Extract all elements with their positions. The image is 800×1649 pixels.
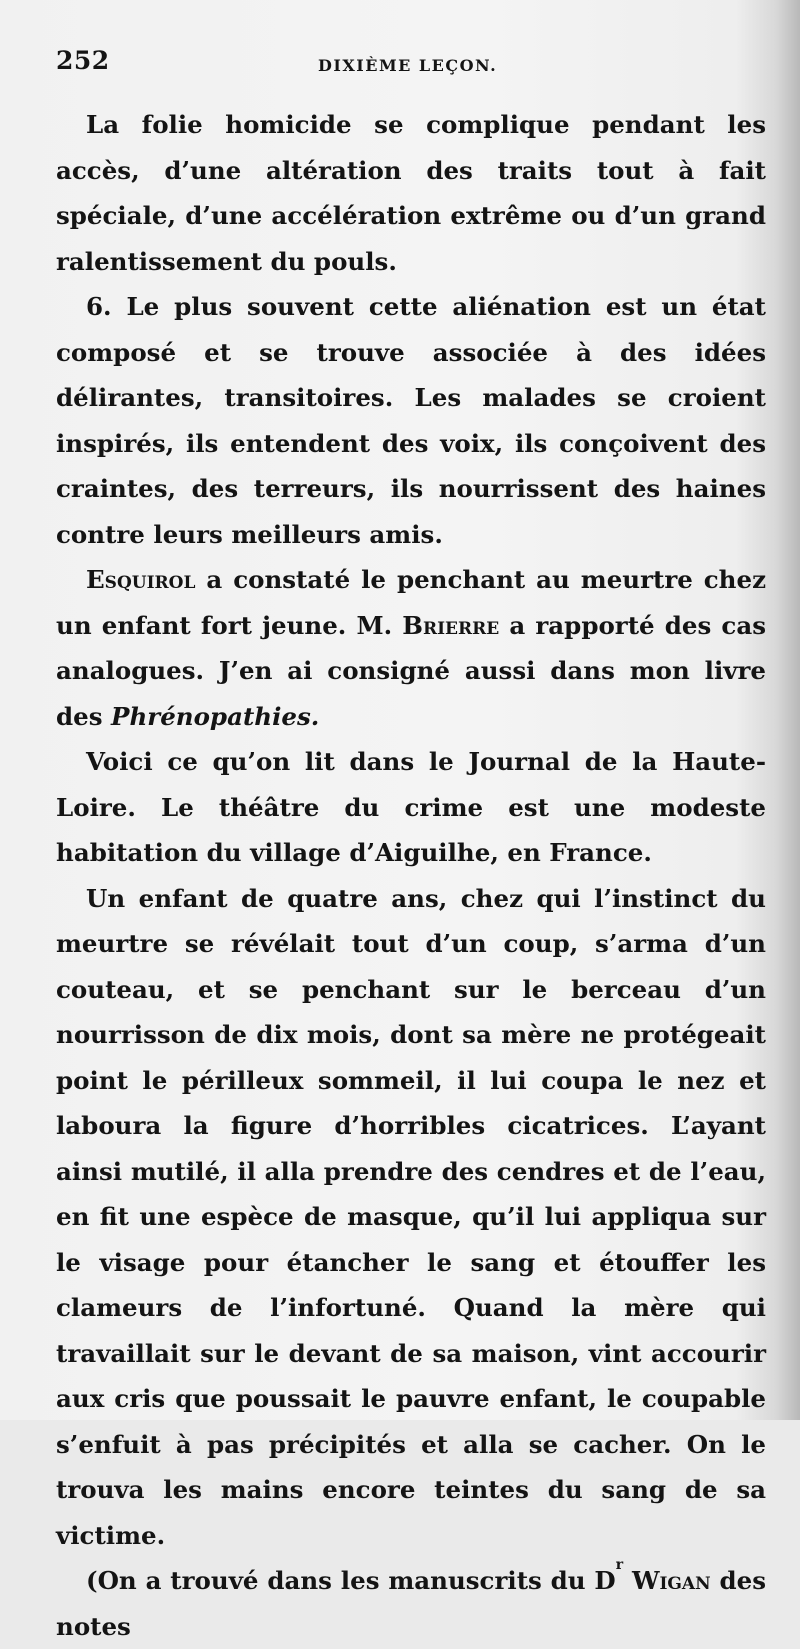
running-head — [0, 42, 800, 82]
paragraph-text-part: a rapporté des cas analogues. J’en ai consigné aussi dans mon livre des — [56, 610, 766, 731]
author-name-wigan: Wigan — [631, 1566, 711, 1595]
paragraph-child-case: Un enfant de quatre ans, chez qui l’instinct du meurtre se révélait tout d’un coup, s’arma d’un couteau, et se penchant sur le berceau d’un nourrisson de dix mois, dont sa mère ne protégeait point le périlleux sommeil, il lui coupa le nez et laboura la figure d’horribles cicatrices. L’ayant ainsi mutilé, il alla prendre des cendres et de l’eau, en fit une espèce de masque, qu’il lui appliqua sur le visage pour étancher le sang et étouffer les clameurs de l’infortuné. Quand la mère qui travaillait sur le devant de sa maison, vint accourir aux cris que poussait le pauvre enfant, le coupable s’enfuit à pas précipités et alla se cacher. On le trouva les mains encore teintes du sang de sa victime. — [56, 883, 766, 1550]
book-title-phrenopathies: Phrénopathies. — [111, 701, 320, 731]
chapter-title: DIXIÈME LEÇON. — [318, 56, 498, 75]
author-name-brierre: Brierre — [402, 610, 500, 640]
paragraph-text-part: (On a trouvé dans les manuscrits du D — [86, 1566, 616, 1595]
doctor-superscript: r — [615, 1557, 624, 1573]
paragraph-homicidal-mania: La folie homicide se complique pendant les accès, d’une altération des traits tout à fait spéciale, d’une accélération extrême ou d’un grand ralentissement du pouls. — [56, 110, 766, 276]
page-number: 252 — [56, 46, 110, 75]
word-space — [623, 1566, 632, 1595]
paragraph-text-part: a constaté le penchant au meurtre chez un enfant fort jeune. M. — [56, 565, 766, 640]
author-name-esquirol: Esquirol — [86, 565, 196, 594]
paragraph-wigan-notes — [56, 1558, 766, 1649]
paragraph-delirious-ideas: 6. Le plus souvent cette aliénation est un état composé et se trouve associée à des idées délirantes, transitoires. Les malades se croient inspirés, ils entendent des voix, ils conçoivent des craintes, des terreurs, ils nourrissent des haines contre leurs meilleurs amis. — [56, 292, 766, 549]
paragraph-esquirol-brierre — [56, 557, 766, 739]
paragraph-text-part: des notes — [56, 1566, 767, 1641]
paragraph-journal-haute-loire: Voici ce qu’on lit dans le Journal de la Haute-Loire. Le théâtre du crime est une modeste habitation du village d’Aiguilhe, en France. — [56, 747, 766, 867]
body-text — [56, 102, 766, 1649]
